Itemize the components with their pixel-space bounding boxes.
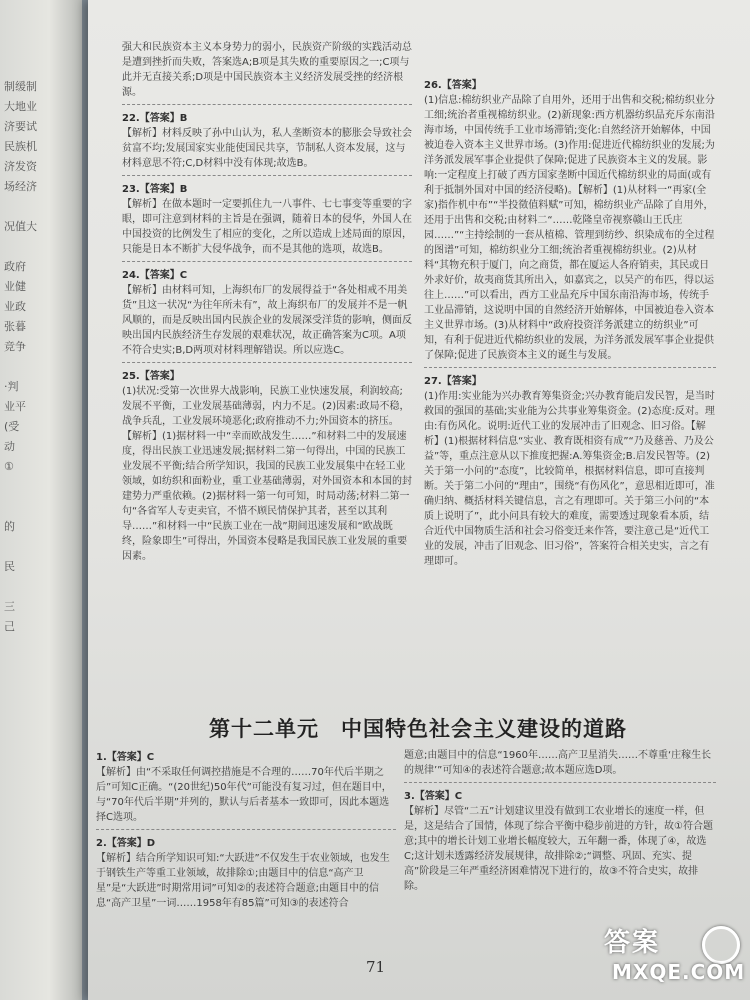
answer-text: 【解析】由“不采取任何调控措施是不合理的……70年代后半期之后”可知C正确。“(20世纪)50年代”可能没有复习过，但在题目中，与“70年代后半期”并列的，默认与后者基本一致即可，因此本题选择C选项。 [96, 767, 392, 823]
watermark-bottom-text: MXQE.COM [612, 960, 746, 984]
divider [122, 175, 412, 176]
answer-header: 26.【答案】 [424, 80, 482, 91]
watermark-logo [594, 922, 744, 994]
watermark-circle-icon [702, 926, 740, 964]
page-number: 71 [366, 958, 386, 976]
left-page-fragment: 民族机 [4, 140, 37, 153]
left-page-fragment: 动 [4, 440, 15, 453]
answer-header: 24.【答案】C [122, 270, 188, 281]
divider [122, 261, 412, 262]
answer-block [404, 748, 716, 778]
left-column [122, 40, 412, 567]
answer-block [122, 111, 412, 171]
left-page-fragment: 业平 [4, 400, 26, 413]
bottom-left-column [96, 750, 396, 914]
answer-text: 题意;由题目中的信息“1960年……高产卫星消失……不尊重‘庄稼生长的规律’”可知④的表述符合题意;故本题应选D项。 [404, 750, 712, 776]
answer-header: 25.【答案】 [122, 371, 180, 382]
divider [424, 367, 716, 368]
left-page-fragment: 三 [4, 600, 15, 613]
page [88, 0, 750, 1000]
answer-block [122, 182, 412, 257]
answer-header: 3.【答案】C [404, 791, 463, 802]
answer-text: (1)作用:实业能为兴办教育筹集资金;兴办教育能启发民智，是当时救国的强国的基础;实业能为公共事业筹集资金。(2)态度:反对。理由:有伤风化。说明:近代工业的发展冲击了旧观念、旧习俗。【解析】(1)根据材料信息“实业、教育既相资有成”“乃及慈善、乃及公益”等，重点注意从以下推度把握:A.筹集资金;B.启发民智等。(2)关于第一小问的“态度”，比较简单，根据材料信息，即可直接判断。关于第二小问的“理由”，围绕“有伤风化”，意思相近即可，准确归纳、概括材料关键信息，言之有理即可。关于第三小问的“本质上说明了”，此小问具有较大的难度，需要透过现象看本质，结合近代中国物质生活和社会习俗变迁来作答，要注意己是“近代工业的发展，冲击了旧观念、旧习俗”，答案符合相关史实，言之有理即可。 [424, 391, 715, 567]
answer-block [122, 40, 412, 100]
unit-title: 第十二单元 中国特色社会主义建设的道路 [209, 716, 627, 741]
left-page-fragment: 济要试 [4, 120, 37, 133]
answer-header: 1.【答案】C [96, 752, 155, 763]
answer-header: 2.【答案】D [96, 838, 156, 849]
answer-header: 23.【答案】B [122, 184, 188, 195]
left-page-fragment: 民 [4, 560, 15, 573]
answer-text: 【解析】在做本题时一定要抓住九一八事件、七七事变等重要的字眼，即可注意到材料的主旨是在强调，随着日本的侵华，外国人在中国投资的比例发生了相应的变化，之所以造成上述局面的原因，只能是日本不断扩大侵华战争，而不是其他的选项，故选B。 [122, 199, 412, 255]
answer-block [404, 789, 716, 894]
left-page-fragment: 制缓制 [4, 80, 37, 93]
answer-block [424, 78, 716, 363]
divider [122, 104, 412, 105]
left-page-fragment: ① [4, 460, 14, 473]
left-page-fragment: 竞争 [4, 340, 26, 353]
answer-text: (1)信息:棉纺织业产品除了自用外，还用于出售和交税;棉纺织业分工细;统治者重视棉纺织业。(2)新现象:西方机器纺织品充斥东南沿海市场，中国传统手工业市场滞销;变化:自然经济开始解体，中国被迫卷入资本主义世界市场。(3)作用:促进近代棉纺织业的发展;为洋务派发展军事企业提供了保障;促进了民族资本主义的发展。影响:一定程度上打破了西方国家垄断中国近代棉纺织业的局面(或有利于抵制外国对中国的经济侵略)。【解析】(1)从材料一“再家(全家)指作机中布”“半投徵值料赋”可知，棉纺织业产品除了自用外，还用于出售和交税;由材料二“……乾隆皇帝视察赣山王氏庄园……”“主持绘制的一套从植棉、管理到纺纱、织染成布的全过程的图谱”可知，棉纺织业分工细;统治者重视棉纺织业。(2)从材料“其物充积于厦门，向之商货，都在厦运人各府销卖，其民或日外求好价，故夷商货其所出入，如嘉宾之，以吴产的布匹，得以运往上……”可以看出，西方工业品充斥中国东南沿海市场，传统手工业品滞销，这说明中国的自然经济开始解体，中国被迫卷入资本主义世界市场。(3)从材料中“政府投资洋务派建立的纺织业”可知，有利于促进近代棉纺织业的发展，为洋务派发展军事企业提供了保障;促进了民族资本主义的诞生与发展。 [424, 95, 715, 361]
left-page-edge [0, 0, 82, 1000]
answer-header: 27.【答案】 [424, 376, 482, 387]
answer-block [424, 374, 716, 569]
left-page-fragment: 济发资 [4, 160, 37, 173]
answer-block [96, 836, 396, 911]
left-page-fragment: ·判 [4, 380, 19, 393]
answer-text: 【解析】材料反映了孙中山认为，私人垄断资本的膨胀会导致社会贫富不均;发展国家实业能使国民共享，节制私人资本发展，这与材料意思不符;C,D材料中没有体现;故选B。 [122, 128, 412, 169]
divider [122, 362, 412, 363]
answer-text: 【解析】由材料可知，上海织布厂的发展得益于“各处相戒不用美货”且这一状况“为往年所未有”，故上海织布厂的发展并不是一帆风顺的，而是反映出国内民族企业的发展深受洋货的影响，侧面反映出国内民族经济生存发展的艰难状况，故正确答案为C项。A项不符合史实;B,D两项对材料理解错误。所以应选C。 [122, 285, 412, 356]
left-page-fragment: (受 [4, 420, 20, 433]
divider [404, 782, 716, 783]
left-page-fragment: 大地业 [4, 100, 37, 113]
answer-block [122, 268, 412, 358]
left-page-fragment: 政府 [4, 260, 26, 273]
left-page-fragment: 业健 [4, 280, 26, 293]
answer-block [122, 369, 412, 564]
left-page-fragment: 况值大 [4, 220, 37, 233]
answer-text: 强大和民族资本主义本身势力的弱小，民族资产阶级的实践活动总是遭到挫折而失败，答案选A;B项是其失败的重要原因之一;C项与此并无直接关系;D项是中国民族资本主义经济发展受挫的经济根源。 [122, 42, 412, 98]
bottom-right-column [404, 748, 716, 897]
left-page-fragment: 场经济 [4, 180, 37, 193]
left-page-fragment: 的 [4, 520, 15, 533]
answer-text: 【解析】尽管“二五”计划建议里没有做到工农业增长的速度一样，但是，这是结合了国情，体现了综合平衡中稳步前进的方针，故①符合题意;其中的增长计划工业增长幅度较大，五年翻一番，体现了④，故选C;这计划未透露经济发展规律，故排除②;“调整、巩固、充实、提高”阶段是三年严重经济困难情况下进行的，故③不符合史实，故排除。 [404, 806, 713, 892]
watermark-top-text: 答案 [604, 928, 661, 958]
left-page-fragment: 己 [4, 620, 15, 633]
answer-block [96, 750, 396, 825]
answer-text: 【解析】结合所学知识可知:“大跃进”不仅发生于农业领域，也发生于钢铁生产等重工业领域，故排除①;由题目中的信息“高产卫星”是“大跃进”时期常用词”可知②的表述符合题意;由题目中的信息“高产卫星”一词……1958年有85篇”可知③的表述符合 [96, 853, 390, 909]
left-page-fragment: 业政 [4, 300, 26, 313]
right-column [424, 78, 716, 572]
answer-text: (1)状况:受第一次世界大战影响，民族工业快速发展，利润较高;发展不平衡，工业发展基础薄弱，内力不足。(2)因素:政局不稳，战争兵乱，工业发展环境恶化;政府推动不力;外国资本的挤压。【解析】(1)据材料一中“幸而欧战发生……”和材料二中的发展速度，得出民族工业迅速发展;据材料二第一句得出，中国的民族工业发展不平衡;结合所学知识，我国的民族工业发展集中在轻工业领域，如纺织和面粉业，重工业基础薄弱，对外国资本和本国的封建势力严重依赖。(2)据材料一第一句可知，时局动荡;材料二第一句“各省军人专吏卖官，不惜不顾民情保护其者，甚至以其利导……”和材料一中“民族工业在一战”期间迅速发展和“欧战既终，险象即生”可得出，外国资本侵略是我国民族工业发展的重要因素。 [122, 386, 412, 562]
left-page-fragment: 张暮 [4, 320, 26, 333]
answer-header: 22.【答案】B [122, 113, 188, 124]
divider [96, 829, 396, 830]
